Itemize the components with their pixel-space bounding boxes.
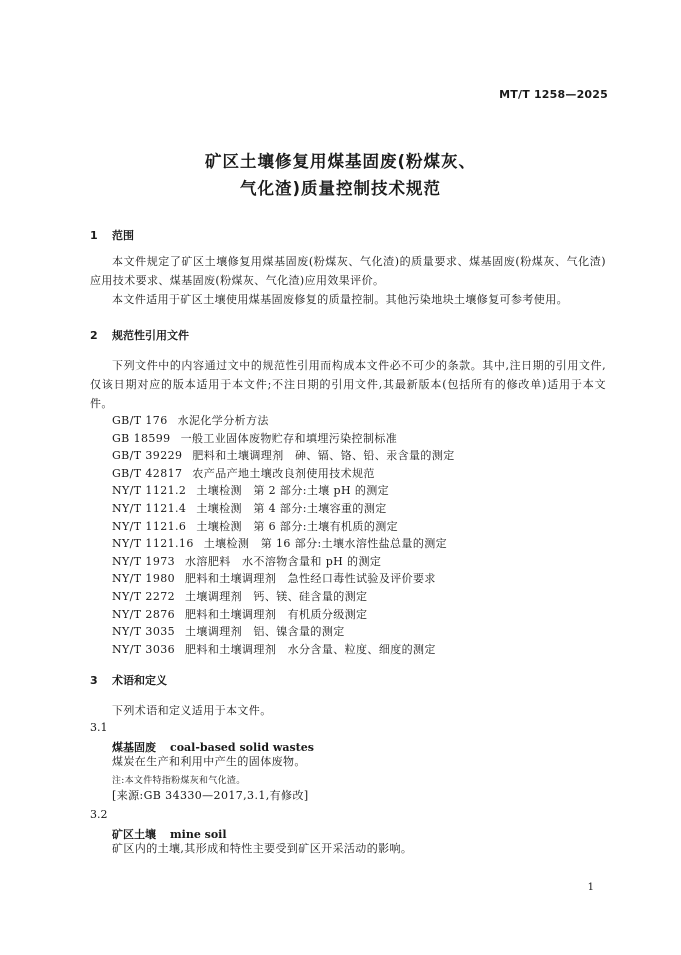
section-3-number: 3 <box>90 674 98 687</box>
reference-code: NY/T 2876 <box>112 607 176 621</box>
reference-item <box>112 499 387 518</box>
reference-item <box>112 622 345 641</box>
term-3-2-definition: 矿区内的土壤,其形成和特性主要受到矿区开采活动的影响。 <box>112 842 413 855</box>
reference-item <box>112 534 447 553</box>
section-1-paragraph-2: 本文件适用于矿区土壤使用煤基固废修复的质量控制。其他污染地块土壤修复可参考使用。 <box>112 293 568 306</box>
reference-code: NY/T 2272 <box>112 590 176 603</box>
reference-item <box>112 587 367 606</box>
reference-item <box>112 605 367 624</box>
reference-title: 水溶肥料 水不溶物含量和 pH 的测定 <box>185 554 382 568</box>
reference-title: 农产品产地土壤改良剂使用技术规范 <box>192 466 375 480</box>
reference-code: GB/T 39229 <box>112 449 183 463</box>
term-3-2-number: 3.2 <box>90 808 108 821</box>
section-2-number: 2 <box>90 329 98 342</box>
document-title-line-2: 气化渣)质量控制技术规范 <box>239 179 442 198</box>
page-number: 1 <box>587 882 594 893</box>
term-3-1-source: [来源:GB 34330—2017,3.1,有修改] <box>112 789 309 802</box>
reference-item <box>112 429 397 448</box>
reference-title: 肥料和土壤调理剂 水分含量、粒度、细度的测定 <box>185 642 436 656</box>
term-3-2-zh: 矿区土壤 <box>112 828 156 841</box>
reference-item <box>112 481 389 500</box>
term-3-1-note: 注:本文件特指粉煤灰和气化渣。 <box>112 776 246 786</box>
reference-code: NY/T 3036 <box>112 642 176 656</box>
reference-title: 土壤检测 第 2 部分:土壤 pH 的测定 <box>196 484 390 498</box>
reference-title: 土壤检测 第 6 部分:土壤有机质的测定 <box>196 519 399 533</box>
reference-item <box>112 569 436 588</box>
section-2-heading <box>90 327 189 343</box>
section-3-title: 术语和定义 <box>112 674 167 687</box>
reference-code: NY/T 1121.16 <box>112 537 194 551</box>
reference-title: 土壤检测 第 4 部分:土壤容重的测定 <box>196 502 387 515</box>
reference-item <box>112 640 436 659</box>
reference-title: 肥料和土壤调理剂 有机质分级测定 <box>185 607 368 621</box>
reference-code: NY/T 1980 <box>112 572 176 586</box>
section-1-title: 范围 <box>112 229 134 242</box>
reference-title: 水泥化学分析方法 <box>177 414 269 427</box>
reference-title: 肥料和土壤调理剂 砷、镉、铬、铅、汞含量的测定 <box>192 449 455 463</box>
reference-item <box>112 552 381 571</box>
reference-item <box>112 517 398 536</box>
term-3-1-en: coal-based solid wastes <box>170 741 314 754</box>
reference-title: 土壤调理剂 钙、镁、硅含量的测定 <box>185 590 368 603</box>
reference-code: NY/T 3035 <box>112 625 176 639</box>
document-title-line-1: 矿区土壤修复用煤基固废(粉煤灰、 <box>204 152 477 171</box>
reference-title: 一般工业固体废物贮存和填埋污染控制标准 <box>180 431 398 445</box>
reference-title: 土壤检测 第 16 部分:土壤水溶性盐总量的测定 <box>203 537 448 551</box>
term-3-1-definition: 煤炭在生产和利用中产生的固体废物。 <box>112 755 306 768</box>
reference-code: GB 18599 <box>112 431 171 445</box>
section-1-paragraph-1: 本文件规定了矿区土壤修复用煤基固废(粉煤灰、气化渣)的质量要求、煤基固废(粉煤灰、气化渣)应用技术要求、煤基固废(粉煤灰、气化渣)应用效果评价。 <box>90 255 606 287</box>
term-3-1-zh: 煤基固废 <box>112 741 156 754</box>
section-3-intro: 下列术语和定义适用于本文件。 <box>112 704 272 717</box>
reference-code: NY/T 1121.6 <box>112 519 187 533</box>
section-2-title: 规范性引用文件 <box>112 329 189 342</box>
section-3-heading <box>90 672 167 688</box>
term-3-2-en: mine soil <box>170 828 227 841</box>
reference-code: GB/T 42817 <box>112 466 183 480</box>
reference-code: NY/T 1121.4 <box>112 502 187 515</box>
reference-code: NY/T 1973 <box>112 554 176 568</box>
term-3-1-number: 3.1 <box>90 721 108 734</box>
reference-title: 肥料和土壤调理剂 急性经口毒性试验及评价要求 <box>185 572 436 586</box>
standard-code: MT/T 1258—2025 <box>499 88 608 101</box>
reference-code: NY/T 1121.2 <box>112 484 187 498</box>
section-2-intro: 下列文件中的内容通过文中的规范性引用而构成本文件必不可少的条款。其中,注日期的引用文件,仅该日期对应的版本适用于本文件;不注日期的引用文件,其最新版本(包括所有的修改单)适用于本文件。 <box>90 359 606 410</box>
reference-code: GB/T 176 <box>112 414 168 427</box>
reference-item <box>112 446 455 465</box>
reference-title: 土壤调理剂 铝、镍含量的测定 <box>185 625 345 639</box>
reference-item <box>112 464 375 483</box>
section-1-number: 1 <box>90 229 98 242</box>
section-1-heading <box>90 227 134 243</box>
reference-item <box>112 411 269 430</box>
